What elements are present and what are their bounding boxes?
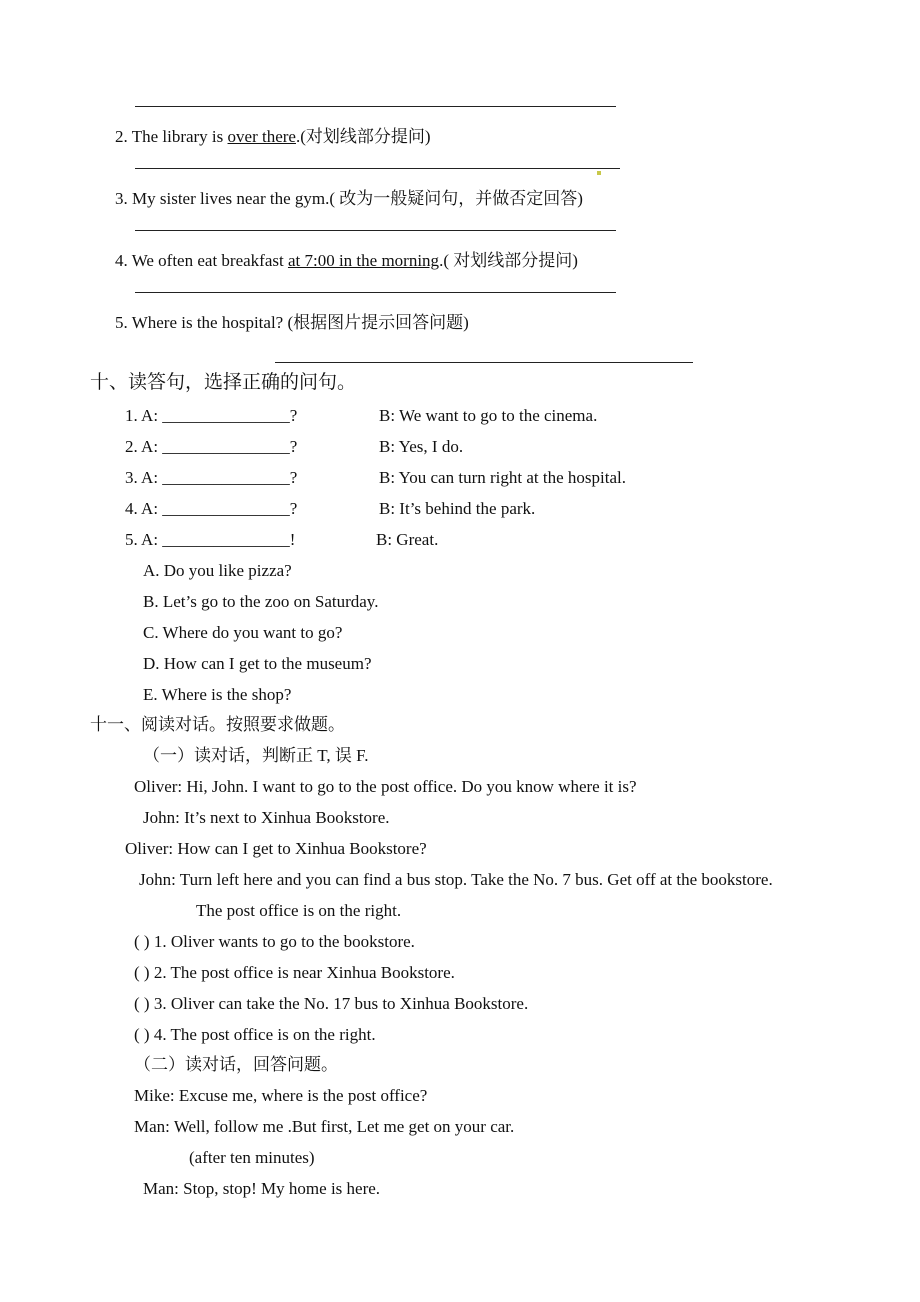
- s11-judgement-3: ( ) 3. Oliver can take the No. 17 bus to Xinhua Bookstore.: [134, 994, 529, 1013]
- s11-part2-line-2: Man: Well, follow me .But first, Let me get on your car.: [134, 1117, 515, 1136]
- s10-row-2-b: B: Yes, I do.: [379, 437, 464, 456]
- section-11-heading: 十一、阅读对话。按照要求做题。: [90, 715, 345, 734]
- s11-dialogue-line-1: Oliver: Hi, John. I want to go to the post office. Do you know where it is?: [134, 777, 637, 796]
- s11-judgement-1: ( ) 1. Oliver wants to go to the bookstore.: [134, 932, 415, 951]
- question-4-underlined: at 7:00 in the morning: [287, 251, 440, 270]
- question-4: [115, 250, 578, 272]
- s10-row-1-b: B: We want to go to the cinema.: [379, 406, 598, 425]
- s10-row-4-b: B: It’s behind the park.: [379, 499, 536, 518]
- answer-line-3: [135, 230, 616, 231]
- s11-part2-title: （二）读对话，回答问题。: [134, 1055, 338, 1074]
- s10-row-3-a: 3. A: _______________?: [125, 468, 298, 487]
- s10-row-5-a: 5. A: _______________!: [125, 530, 296, 549]
- question-2: [115, 126, 431, 148]
- s11-part1-title: （一）读对话，判断正 T, 误 F.: [143, 746, 369, 765]
- s10-row-3-b: B: You can turn right at the hospital.: [379, 468, 626, 487]
- question-5: 5. Where is the hospital? (根据图片提示回答问题): [115, 313, 469, 332]
- s11-dialogue-line-3: Oliver: How can I get to Xinhua Bookstore?: [125, 839, 427, 858]
- s11-dialogue-line-2: John: It’s next to Xinhua Bookstore.: [143, 808, 390, 827]
- answer-line-4: [135, 292, 616, 293]
- s11-judgement-4: ( ) 4. The post office is on the right.: [134, 1025, 376, 1044]
- s10-option-a: A. Do you like pizza?: [143, 561, 292, 580]
- question-3: 3. My sister lives near the gym.( 改为一般疑问句，并做否定回答): [115, 189, 583, 208]
- s11-dialogue-line-4: John: Turn left here and you can find a bus stop. Take the No. 7 bus. Get off at the bookstore.: [139, 870, 773, 889]
- s10-option-d: D. How can I get to the museum?: [143, 654, 372, 673]
- s10-row-4-a: 4. A: _______________?: [125, 499, 298, 518]
- question-2-text: 2. The library is: [115, 127, 228, 146]
- s10-option-e: E. Where is the shop?: [143, 685, 292, 704]
- s10-row-1-a: 1. A: _______________?: [125, 406, 298, 425]
- question-2-instruction: .(对划线部分提问): [295, 127, 431, 146]
- section-10-heading: 十、读答句，选择正确的问句。: [90, 372, 357, 393]
- s10-row-2-a: 2. A: _______________?: [125, 437, 298, 456]
- question-2-underlined: over there: [227, 127, 296, 146]
- s11-dialogue-line-5: The post office is on the right.: [196, 901, 402, 920]
- s11-part2-line-1: Mike: Excuse me, where is the post office?: [134, 1086, 428, 1105]
- s11-part2-line-4: Man: Stop, stop! My home is here.: [143, 1179, 381, 1198]
- answer-line-2: [135, 168, 620, 169]
- s11-part2-line-3: (after ten minutes): [189, 1148, 315, 1167]
- question-4-instruction: .( 对划线部分提问): [439, 251, 578, 270]
- answer-line-1: [135, 106, 616, 107]
- answer-line-5: [275, 362, 693, 363]
- s10-option-c: C. Where do you want to go?: [143, 623, 343, 642]
- highlight-mark: [597, 171, 601, 175]
- s10-option-b: B. Let’s go to the zoo on Saturday.: [143, 592, 379, 611]
- s11-judgement-2: ( ) 2. The post office is near Xinhua Bookstore.: [134, 963, 455, 982]
- question-4-text: 4. We often eat breakfast: [115, 251, 288, 270]
- s10-row-5-b: B: Great.: [376, 530, 439, 549]
